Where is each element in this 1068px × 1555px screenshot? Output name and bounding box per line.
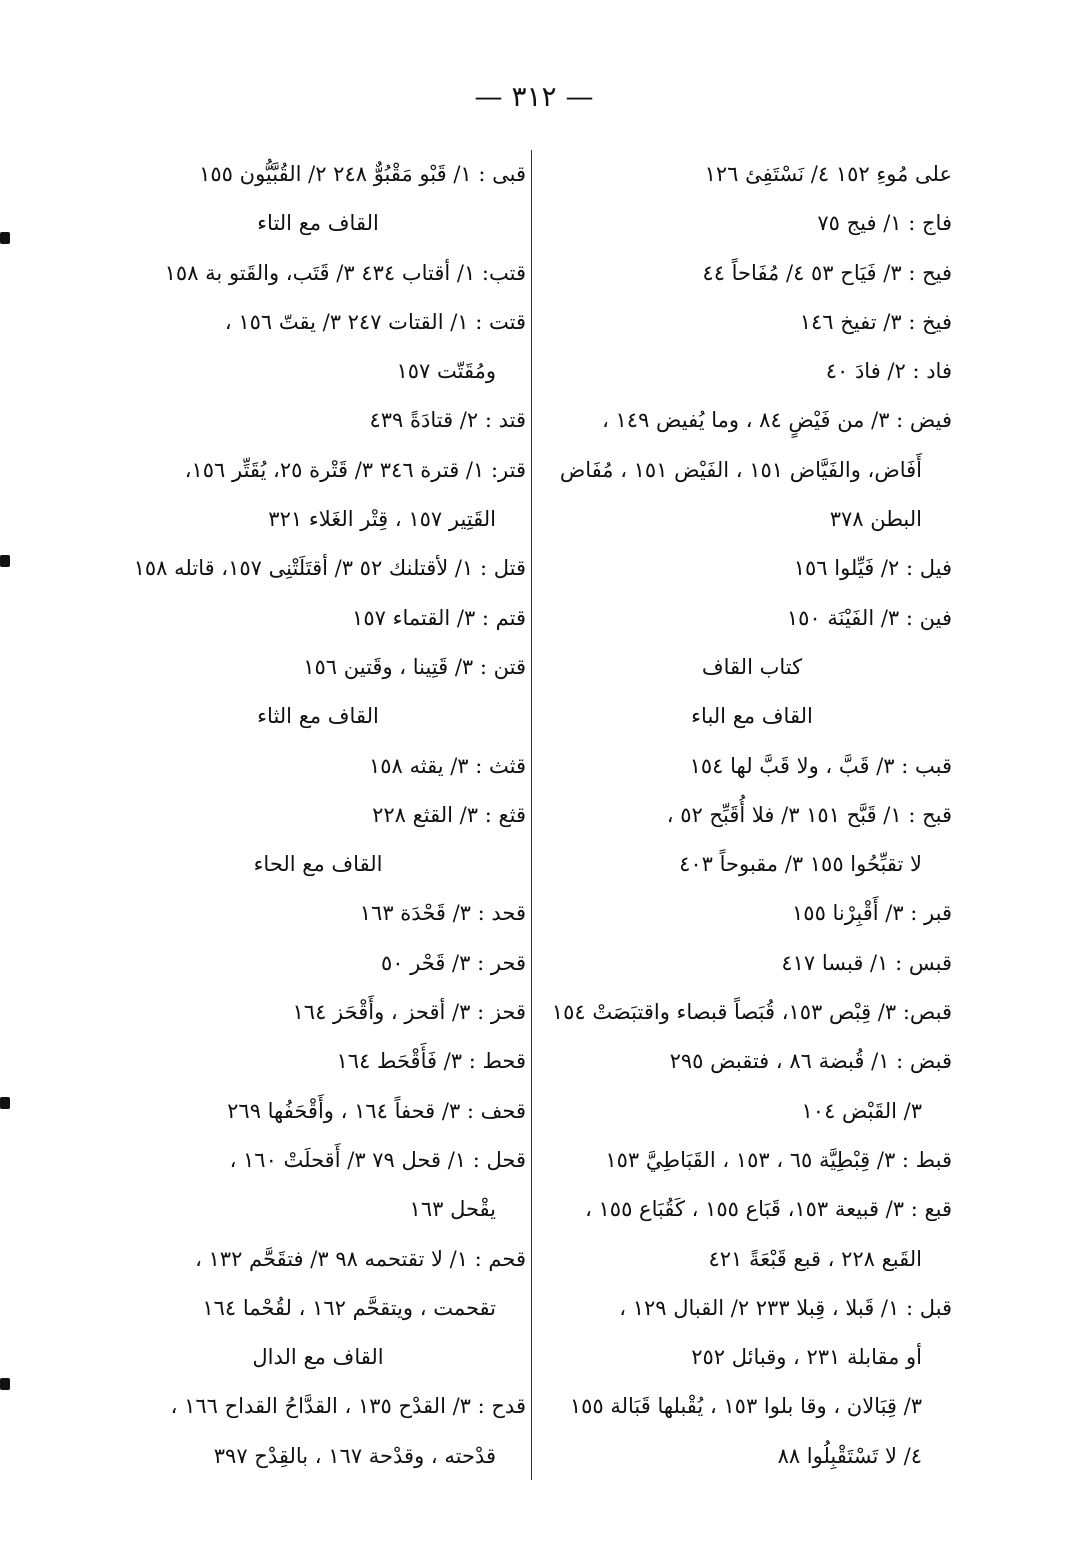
section-heading: القاف مع التاء	[257, 211, 379, 236]
index-entry: قبب : ٣/ قَبَّ ، ولا قَبَّ لها ١٥٤	[689, 753, 952, 778]
index-entry: قتت : ١/ القتات ٢٤٧ ٣/ يقتّ ١٥٦ ،	[224, 309, 526, 334]
index-entry-continuation: ٤/ لا تَسْتَقْبِلُوا ٨٨	[777, 1443, 922, 1468]
right-column	[552, 150, 952, 1481]
index-entry: قحر : ٣/ قَحْر ٥٠	[380, 950, 526, 975]
index-entry: على مُوءِ ١٥٢ ٤/ نَسْتَفِئ ١٢٦	[704, 162, 952, 186]
section-heading: القاف مع الباء	[691, 704, 813, 729]
index-entry: قبط : ٣/ قِبْطِيَّة ٦٥ ، ١٥٣ ، القَبَاطِيَّ ١٥٣	[605, 1147, 952, 1172]
index-entry-continuation: يقْحل ١٦٣	[409, 1197, 496, 1222]
section-heading: القاف مع الثاء	[257, 704, 379, 729]
index-entry-continuation: القَبع ٢٢٨ ، قبع قَبْعَةً ٤٢١	[708, 1246, 922, 1271]
index-entry: فين : ٣/ الفَيْنَة ١٥٠	[786, 605, 952, 630]
index-entry-continuation: ومُقَتّت ١٥٧	[396, 359, 496, 384]
index-entry: قبض : ١/ قُبضة ٨٦ ، فتقبض ٢٩٥	[669, 1049, 952, 1074]
index-entry: قثع : ٣/ القثع ٢٢٨	[372, 802, 526, 827]
page-number: — ٣١٢ —	[474, 80, 594, 113]
index-entry: فيض : ٣/ من فَيْضٍ ٨٤ ، وما يُفيض ١٤٩ ،	[602, 408, 952, 433]
index-entry-continuation: قدْحته ، وقدْحة ١٦٧ ، بالقِدْح ٣٩٧	[213, 1443, 496, 1468]
index-entry: قتب: ١/ أقتاب ٤٣٤ ٣/ قَتَب، والقَتو بة ١٥٨	[164, 260, 526, 285]
index-entry: فيخ : ٣/ تفيخ ١٤٦	[799, 309, 952, 334]
index-entry-continuation: أو مقابلة ٢٣١ ، وقبائل ٢٥٢	[691, 1345, 922, 1370]
margin-mark	[0, 232, 10, 244]
index-entry: قحف : ٣/ قحفاً ١٦٤ ، وأَقْحَفُها ٢٦٩	[227, 1098, 526, 1123]
index-entry: قتد : ٢/ قتادَةً ٤٣٩	[369, 408, 526, 433]
index-entry-continuation: القَتِير ١٥٧ ، قِتْر الغَلاء ٣٢١	[268, 507, 496, 532]
index-entry-continuation: أَفَاض، والفَيَّاض ١٥١ ، الفَيْض ١٥١ ، مُفَاض	[559, 457, 922, 482]
margin-mark	[0, 555, 10, 567]
index-entry: قبر : ٣/ أَقْبِرْنا ١٥٥	[792, 901, 952, 926]
index-entry: فاد : ٢/ فادَ ٤٠	[825, 359, 952, 384]
index-entry: قتل : ١/ لأقتلنك ٥٢ ٣/ أقتَلَتْنِى ١٥٧، قاتله ١٥٨	[133, 556, 526, 581]
index-entry: قبع : ٣/ قبيعة ١٥٣، قَبَاع ١٥٥ ، كَقُبَاع ١٥٥ ،	[585, 1197, 952, 1222]
index-entry: قبص: ٣/ قِبْص ١٥٣، قُبَصاً قبصاء واقتبَصَتْ ١٥٤	[552, 1000, 952, 1025]
column-divider	[531, 150, 532, 1480]
left-column	[110, 150, 526, 1481]
margin-mark	[0, 1097, 10, 1109]
index-entry: فيح : ٣/ فَيَاح ٥٣ ٤/ مُفَاحاً ٤٤	[702, 260, 952, 285]
index-entry-continuation: البطن ٣٧٨	[829, 507, 922, 532]
index-entry: قتر: ١/ قترة ٣٤٦ ٣/ قَتْرة ٢٥، يُقَتِّر ١٥٦،	[184, 457, 526, 482]
index-entry: قبح : ١/ قَبَّح ١٥١ ٣/ فلا أُقَبِّح ٥٢ ،	[666, 802, 952, 827]
index-entry: فيل : ٢/ فَيِّلوا ١٥٦	[793, 556, 952, 581]
section-heading: كتاب القاف	[701, 654, 803, 679]
index-entry: قثث : ٣/ يقثه ١٥٨	[368, 753, 526, 778]
index-entry-continuation: ٣/ القَبْض ١٠٤	[801, 1098, 922, 1123]
section-heading: القاف مع الدال	[252, 1345, 384, 1370]
index-entry: قحد : ٣/ قَحْدَة ١٦٣	[359, 901, 526, 926]
index-entry: قبل : ١/ قَبلا ، قِبلا ٢٣٣ ٢/ القبال ١٢٩ ،	[619, 1295, 952, 1320]
index-entry: فاج : ١/ فيج ٧٥	[817, 211, 952, 236]
index-entry: قتن : ٣/ قَتِينا ، وقَتين ١٥٦	[303, 654, 526, 679]
margin-mark	[0, 1378, 10, 1390]
index-entry: قحز : ٣/ أقحز ، وأَقْحَز ١٦٤	[292, 1000, 526, 1025]
index-entry: قحم : ١/ لا تقتحمه ٩٨ ٣/ فتقَحَّم ١٣٢ ،	[195, 1246, 526, 1271]
index-entry: قبى : ١/ قَبْو مَقْبُوٌّ ٢٤٨ ٢/ القُبَّيُّون ١٥٥	[199, 162, 526, 186]
index-entry-continuation: تقحمت ، ويتقحَّم ١٦٢ ، لقُحْما ١٦٤	[202, 1295, 496, 1320]
index-entry: قدح : ٣/ القدْح ١٣٥ ، القدَّاحُ القداح ١٦٦ ،	[170, 1394, 526, 1419]
index-entry: قبس : ١/ قبسا ٤١٧	[781, 950, 952, 975]
index-entry-continuation: ٣/ قِبَالان ، وقا بلوا ١٥٣ ، يُقْبلها قَبَالة ١٥٥	[569, 1394, 922, 1419]
index-entry: قحط : ٣/ فَأَقْحَط ١٦٤	[336, 1049, 526, 1074]
index-entry: قحل : ١/ قحل ٧٩ ٣/ أَقحلَتْ ١٦٠ ،	[229, 1147, 526, 1172]
index-entry-continuation: لا تقبِّحُوا ١٥٥ ٣/ مقبوحاً ٤٠٣	[679, 852, 922, 877]
index-entry: قتم : ٣/ القتماء ١٥٧	[352, 605, 526, 630]
section-heading: القاف مع الحاء	[253, 852, 383, 877]
